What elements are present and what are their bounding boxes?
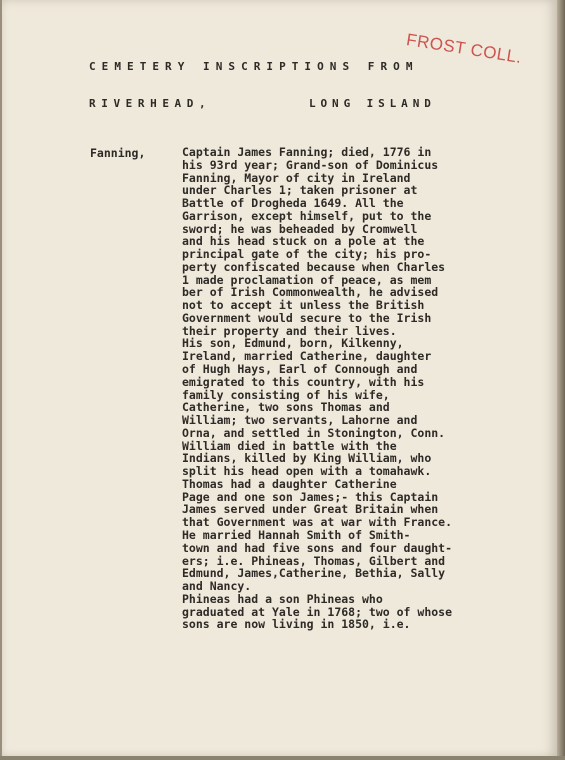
text-line: Catherine, two sons Thomas and — [182, 400, 390, 415]
text-line: Phineas had a son Phineas who — [182, 591, 383, 606]
location-region: LONG ISLAND — [309, 97, 436, 110]
text-line: family consisting of his wife, — [182, 387, 390, 402]
text-line: perty confiscated because when Charles — [182, 259, 446, 274]
text-line: and his head stuck on a pole at the — [182, 234, 425, 249]
text-line: of Hugh Hays, Earl of Connough and — [182, 362, 418, 377]
location-town: RIVERHEAD, — [89, 97, 212, 110]
text-line: town and had five sons and four daught- — [182, 540, 453, 555]
text-line: and Nancy. — [182, 579, 252, 594]
text-line: Page and one son James;- this Captain — [182, 489, 439, 504]
text-line: William; two servants, Lahorne and — [182, 413, 418, 428]
document-page — [2, 0, 557, 760]
page-edge-shadow — [557, 0, 565, 760]
text-line: He married Hannah Smith of Smith- — [182, 527, 411, 542]
text-line: Captain James Fanning; died, 1776 in — [182, 145, 432, 159]
text-line: His son, Edmund, born, Kilkenny, — [182, 336, 404, 351]
text-line: Garrison, except himself, put to the — [182, 208, 432, 223]
entry-surname: Fanning, — [90, 146, 146, 160]
text-line: James served under Great Britain when — [182, 502, 439, 517]
text-line: 1 made proclamation of peace, as mem — [182, 272, 432, 287]
text-line: ers; i.e. Phineas, Thomas, Gilbert and — [182, 553, 446, 568]
text-line: that Government was at war with France. — [182, 515, 453, 530]
page-bottom-edge — [0, 756, 565, 760]
text-line: his 93rd year; Grand-son of Dominicus — [182, 157, 439, 172]
text-line: graduated at Yale in 1768; two of whose — [182, 604, 453, 619]
text-line: their property and their lives. — [182, 323, 397, 338]
text-line: Indians, killed by King William, who — [182, 451, 432, 466]
text-line: Orna, and settled in Stonington, Conn. — [182, 425, 446, 440]
text-line: sword; he was beheaded by Cromwell — [182, 221, 418, 236]
text-line: split his head open with a tomahawk. — [182, 464, 432, 479]
text-line: Fanning, Mayor of city in Ireland — [182, 170, 411, 185]
text-line: emigrated to this country, with his — [182, 374, 425, 389]
text-line: Ireland, married Catherine, daughter — [182, 349, 432, 364]
text-line: sons are now living in 1850, i.e. — [182, 617, 411, 632]
text-line: not to accept it unless the British — [182, 298, 425, 313]
text-line: William died in battle with the — [182, 438, 397, 453]
text-line: Battle of Drogheda 1649. All the — [182, 196, 404, 211]
collection-stamp: FROST COLL. — [405, 30, 524, 68]
text-line: Thomas had a daughter Catherine — [182, 476, 397, 491]
document-title: CEMETERY INSCRIPTIONS FROM — [89, 60, 419, 73]
text-line: under Charles 1; taken prisoner at — [182, 183, 418, 198]
inscription-text — [182, 146, 482, 631]
text-line: Edmund, James,Catherine, Bethia, Sally — [182, 566, 446, 581]
text-line: principal gate of the city; his pro- — [182, 247, 432, 262]
text-line: ber of Irish Commonwealth, he advised — [182, 285, 439, 300]
text-line: Government would secure to the Irish — [182, 310, 432, 325]
